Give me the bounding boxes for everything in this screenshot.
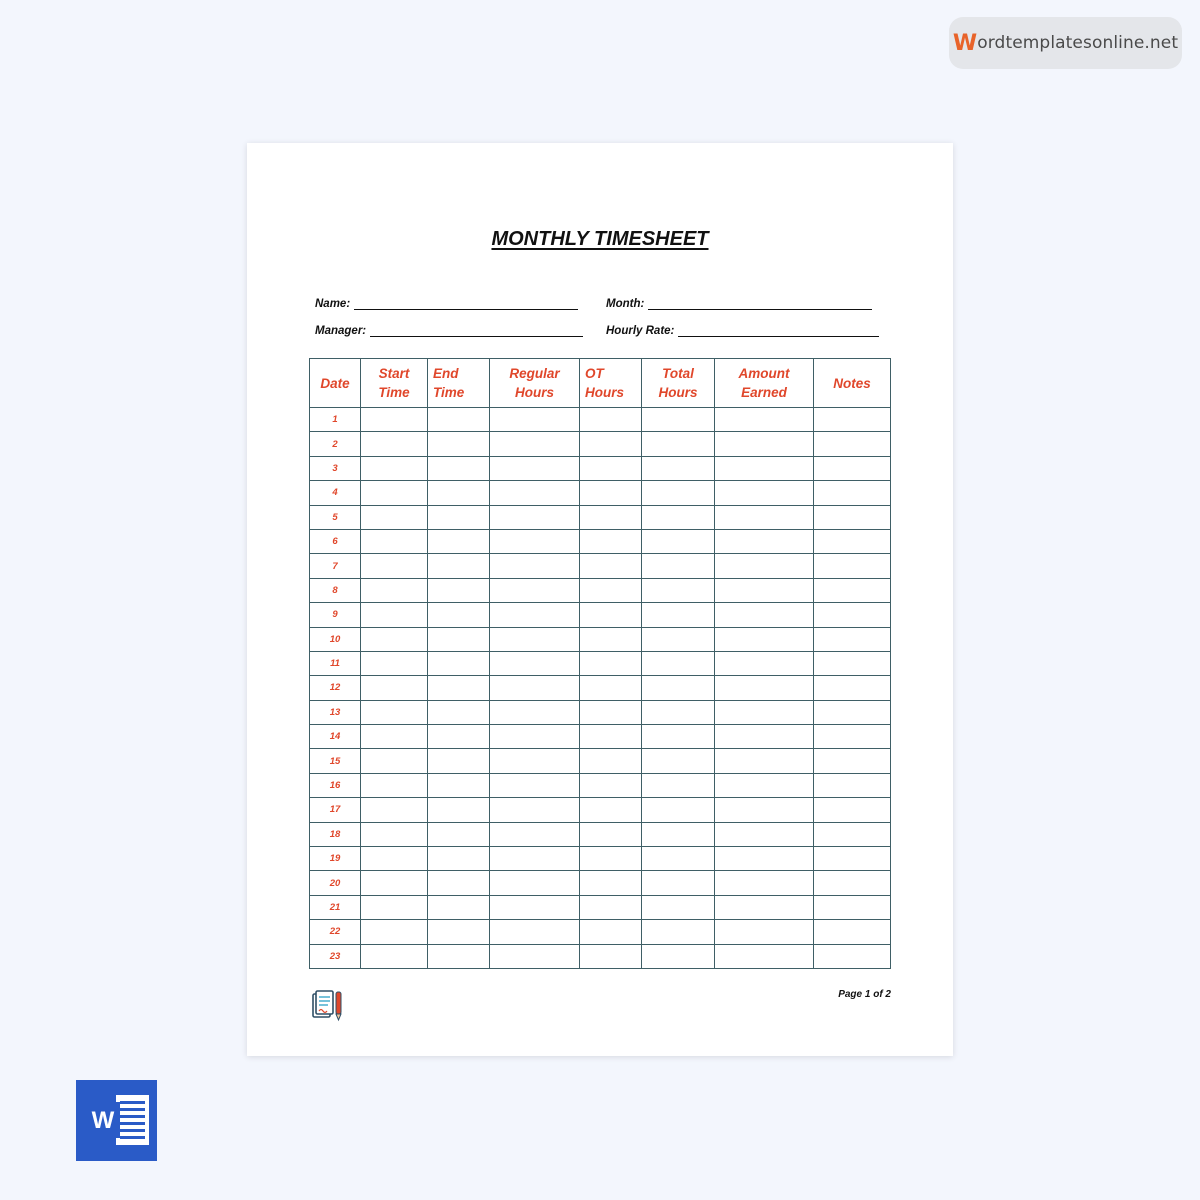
- table-cell[interactable]: [580, 871, 642, 895]
- row-date: 1: [310, 408, 361, 432]
- table-row: [310, 773, 891, 797]
- row-date: 14: [310, 725, 361, 749]
- table-cell[interactable]: [642, 651, 715, 675]
- table-cell[interactable]: [715, 944, 814, 968]
- table-cell[interactable]: [428, 676, 490, 700]
- row-date: 10: [310, 627, 361, 651]
- table-cell[interactable]: [642, 847, 715, 871]
- table-cell[interactable]: [814, 920, 891, 944]
- table-cell[interactable]: [428, 822, 490, 846]
- table-cell[interactable]: [814, 481, 891, 505]
- table-cell[interactable]: [715, 627, 814, 651]
- table-row: [310, 725, 891, 749]
- table-row: [310, 627, 891, 651]
- table-cell[interactable]: [490, 505, 580, 529]
- table-cell[interactable]: [361, 627, 428, 651]
- table-cell[interactable]: [428, 432, 490, 456]
- table-cell[interactable]: [715, 847, 814, 871]
- table-cell[interactable]: [642, 676, 715, 700]
- table-cell[interactable]: [428, 895, 490, 919]
- table-cell[interactable]: [428, 725, 490, 749]
- table-cell[interactable]: [361, 578, 428, 602]
- table-cell[interactable]: [490, 627, 580, 651]
- table-row: [310, 895, 891, 919]
- table-cell[interactable]: [642, 700, 715, 724]
- table-cell[interactable]: [715, 676, 814, 700]
- table-cell[interactable]: [715, 554, 814, 578]
- table-cell[interactable]: [490, 578, 580, 602]
- table-cell[interactable]: [642, 578, 715, 602]
- table-cell[interactable]: [715, 651, 814, 675]
- table-cell[interactable]: [361, 798, 428, 822]
- table-cell[interactable]: [814, 773, 891, 797]
- table-cell[interactable]: [580, 847, 642, 871]
- table-cell[interactable]: [814, 700, 891, 724]
- brand-name: ordtemplatesonline.net: [977, 33, 1179, 53]
- document-title: MONTHLY TIMESHEET: [491, 228, 709, 250]
- month-field: [606, 298, 872, 310]
- table-cell[interactable]: [428, 651, 490, 675]
- row-date: 8: [310, 578, 361, 602]
- table-row: [310, 432, 891, 456]
- table-row: [310, 798, 891, 822]
- table-cell[interactable]: [361, 920, 428, 944]
- table-cell[interactable]: [490, 554, 580, 578]
- brand-badge[interactable]: [949, 17, 1182, 69]
- table-cell[interactable]: [490, 920, 580, 944]
- table-cell[interactable]: [361, 749, 428, 773]
- hourly-rate-field: [606, 325, 879, 337]
- table-cell[interactable]: [642, 895, 715, 919]
- table-cell[interactable]: [580, 481, 642, 505]
- table-cell[interactable]: [715, 749, 814, 773]
- table-cell[interactable]: [814, 578, 891, 602]
- table-cell[interactable]: [428, 920, 490, 944]
- table-cell[interactable]: [642, 944, 715, 968]
- month-label: Month:: [606, 298, 645, 310]
- table-cell[interactable]: [490, 481, 580, 505]
- table-cell[interactable]: [428, 603, 490, 627]
- table-cell[interactable]: [814, 408, 891, 432]
- row-date: 17: [310, 798, 361, 822]
- row-date: 19: [310, 847, 361, 871]
- table-cell[interactable]: [814, 554, 891, 578]
- table-cell[interactable]: [580, 798, 642, 822]
- table-cell[interactable]: [642, 920, 715, 944]
- row-date: 5: [310, 505, 361, 529]
- table-cell[interactable]: [361, 725, 428, 749]
- table-cell[interactable]: [814, 847, 891, 871]
- manager-line[interactable]: [370, 326, 583, 337]
- table-row: [310, 408, 891, 432]
- table-cell[interactable]: [361, 773, 428, 797]
- brand-initial: W: [952, 30, 978, 56]
- column-header: Total Hours: [642, 359, 715, 408]
- table-cell[interactable]: [361, 944, 428, 968]
- table-cell[interactable]: [361, 505, 428, 529]
- table-cell[interactable]: [814, 676, 891, 700]
- row-date: 21: [310, 895, 361, 919]
- table-row: [310, 529, 891, 553]
- column-header: Notes: [814, 359, 891, 408]
- row-date: 7: [310, 554, 361, 578]
- table-cell[interactable]: [361, 871, 428, 895]
- table-cell[interactable]: [580, 408, 642, 432]
- row-date: 23: [310, 944, 361, 968]
- table-row: [310, 944, 891, 968]
- table-cell[interactable]: [814, 944, 891, 968]
- table-cell[interactable]: [580, 627, 642, 651]
- table-cell[interactable]: [715, 822, 814, 846]
- name-field: [315, 298, 578, 310]
- table-cell[interactable]: [715, 529, 814, 553]
- table-cell[interactable]: [580, 822, 642, 846]
- table-cell[interactable]: [428, 627, 490, 651]
- document-pen-icon: [310, 989, 344, 1023]
- table-row: [310, 700, 891, 724]
- table-cell[interactable]: [814, 651, 891, 675]
- row-date: 16: [310, 773, 361, 797]
- table-cell[interactable]: [428, 749, 490, 773]
- table-cell[interactable]: [428, 505, 490, 529]
- row-date: 4: [310, 481, 361, 505]
- table-cell[interactable]: [580, 920, 642, 944]
- table-cell[interactable]: [490, 895, 580, 919]
- table-cell[interactable]: [490, 749, 580, 773]
- row-date: 20: [310, 871, 361, 895]
- table-cell[interactable]: [361, 895, 428, 919]
- table-row: [310, 481, 891, 505]
- table-cell[interactable]: [715, 871, 814, 895]
- table-cell[interactable]: [428, 847, 490, 871]
- page-number: Page 1 of 2: [838, 989, 891, 1000]
- table-row: [310, 847, 891, 871]
- table-cell[interactable]: [490, 798, 580, 822]
- table-row: [310, 603, 891, 627]
- table-cell[interactable]: [490, 700, 580, 724]
- table-cell[interactable]: [361, 822, 428, 846]
- table-cell[interactable]: [814, 529, 891, 553]
- name-line[interactable]: [354, 299, 578, 310]
- table-cell[interactable]: [715, 773, 814, 797]
- table-cell[interactable]: [490, 456, 580, 480]
- table-cell[interactable]: [361, 676, 428, 700]
- table-cell[interactable]: [715, 408, 814, 432]
- table-cell[interactable]: [490, 773, 580, 797]
- row-date: 3: [310, 456, 361, 480]
- microsoft-word-icon[interactable]: [76, 1080, 157, 1161]
- table-cell[interactable]: [642, 481, 715, 505]
- word-letter: W: [91, 1107, 115, 1134]
- table-cell[interactable]: [428, 578, 490, 602]
- table-row: [310, 554, 891, 578]
- table-row: [310, 920, 891, 944]
- table-cell[interactable]: [715, 456, 814, 480]
- table-cell[interactable]: [642, 432, 715, 456]
- table-cell[interactable]: [715, 505, 814, 529]
- name-label: Name:: [315, 298, 351, 310]
- table-cell[interactable]: [814, 871, 891, 895]
- table-cell[interactable]: [428, 456, 490, 480]
- table-cell[interactable]: [428, 798, 490, 822]
- row-date: 13: [310, 700, 361, 724]
- table-cell[interactable]: [715, 920, 814, 944]
- table-cell[interactable]: [814, 749, 891, 773]
- table-cell[interactable]: [715, 481, 814, 505]
- table-cell[interactable]: [490, 725, 580, 749]
- table-cell[interactable]: [428, 481, 490, 505]
- table-cell[interactable]: [580, 603, 642, 627]
- table-cell[interactable]: [490, 822, 580, 846]
- table-cell[interactable]: [428, 773, 490, 797]
- table-cell[interactable]: [814, 895, 891, 919]
- table-cell[interactable]: [428, 554, 490, 578]
- table-cell[interactable]: [814, 456, 891, 480]
- table-cell[interactable]: [580, 895, 642, 919]
- column-header: OT Hours: [580, 359, 642, 408]
- table-cell[interactable]: [490, 603, 580, 627]
- table-cell[interactable]: [580, 578, 642, 602]
- column-header: Start Time: [361, 359, 428, 408]
- table-cell[interactable]: [642, 408, 715, 432]
- table-cell[interactable]: [580, 432, 642, 456]
- table-cell[interactable]: [642, 749, 715, 773]
- row-date: 18: [310, 822, 361, 846]
- table-cell[interactable]: [428, 408, 490, 432]
- table-cell[interactable]: [715, 725, 814, 749]
- month-line[interactable]: [648, 299, 872, 310]
- table-cell[interactable]: [361, 456, 428, 480]
- table-cell[interactable]: [361, 603, 428, 627]
- table-cell[interactable]: [580, 456, 642, 480]
- table-cell[interactable]: [580, 944, 642, 968]
- table-cell[interactable]: [361, 847, 428, 871]
- table-cell[interactable]: [814, 822, 891, 846]
- table-cell[interactable]: [580, 505, 642, 529]
- table-cell[interactable]: [580, 725, 642, 749]
- column-header: Date: [310, 359, 361, 408]
- row-date: 9: [310, 603, 361, 627]
- table-cell[interactable]: [361, 529, 428, 553]
- table-header-row: [310, 359, 891, 408]
- table-cell[interactable]: [428, 700, 490, 724]
- table-cell[interactable]: [361, 481, 428, 505]
- table-cell[interactable]: [642, 603, 715, 627]
- row-date: 6: [310, 529, 361, 553]
- table-cell[interactable]: [814, 432, 891, 456]
- row-date: 15: [310, 749, 361, 773]
- table-row: [310, 651, 891, 675]
- row-date: 22: [310, 920, 361, 944]
- table-cell[interactable]: [361, 408, 428, 432]
- column-header: End Time: [428, 359, 490, 408]
- table-cell[interactable]: [715, 578, 814, 602]
- document-page: [247, 143, 953, 1056]
- manager-field: [315, 325, 583, 337]
- table-cell[interactable]: [715, 432, 814, 456]
- table-cell[interactable]: [715, 700, 814, 724]
- table-cell[interactable]: [580, 749, 642, 773]
- table-cell[interactable]: [814, 505, 891, 529]
- table-row: [310, 749, 891, 773]
- table-cell[interactable]: [580, 651, 642, 675]
- table-cell[interactable]: [642, 554, 715, 578]
- table-row: [310, 676, 891, 700]
- column-header: Amount Earned: [715, 359, 814, 408]
- timesheet-table: [309, 358, 891, 969]
- manager-label: Manager:: [315, 325, 367, 337]
- table-row: [310, 871, 891, 895]
- row-date: 11: [310, 651, 361, 675]
- table-cell[interactable]: [580, 529, 642, 553]
- table-cell[interactable]: [361, 651, 428, 675]
- table-cell[interactable]: [642, 627, 715, 651]
- table-cell[interactable]: [814, 725, 891, 749]
- table-cell[interactable]: [642, 773, 715, 797]
- table-cell[interactable]: [361, 700, 428, 724]
- table-cell[interactable]: [490, 944, 580, 968]
- table-cell[interactable]: [428, 944, 490, 968]
- table-cell[interactable]: [490, 676, 580, 700]
- table-cell[interactable]: [715, 603, 814, 627]
- table-cell[interactable]: [642, 725, 715, 749]
- table-cell[interactable]: [715, 895, 814, 919]
- table-cell[interactable]: [428, 529, 490, 553]
- hourly-rate-label: Hourly Rate:: [606, 325, 675, 337]
- row-date: 12: [310, 676, 361, 700]
- table-cell[interactable]: [814, 627, 891, 651]
- table-cell[interactable]: [490, 847, 580, 871]
- table-cell[interactable]: [814, 798, 891, 822]
- table-row: [310, 578, 891, 602]
- table-cell[interactable]: [642, 798, 715, 822]
- table-cell[interactable]: [642, 505, 715, 529]
- row-date: 2: [310, 432, 361, 456]
- table-cell[interactable]: [580, 676, 642, 700]
- table-cell[interactable]: [642, 871, 715, 895]
- table-cell[interactable]: [580, 773, 642, 797]
- table-cell[interactable]: [814, 603, 891, 627]
- table-row: [310, 505, 891, 529]
- table-cell[interactable]: [490, 871, 580, 895]
- column-header: Regular Hours: [490, 359, 580, 408]
- table-cell[interactable]: [361, 432, 428, 456]
- table-cell[interactable]: [642, 456, 715, 480]
- table-cell[interactable]: [428, 871, 490, 895]
- table-row: [310, 456, 891, 480]
- table-cell[interactable]: [580, 700, 642, 724]
- table-cell[interactable]: [490, 432, 580, 456]
- table-row: [310, 822, 891, 846]
- hourly-rate-line[interactable]: [678, 326, 879, 337]
- table-cell[interactable]: [580, 554, 642, 578]
- table-cell[interactable]: [715, 798, 814, 822]
- table-cell[interactable]: [642, 529, 715, 553]
- table-cell[interactable]: [642, 822, 715, 846]
- table-cell[interactable]: [361, 554, 428, 578]
- table-cell[interactable]: [490, 651, 580, 675]
- table-cell[interactable]: [490, 408, 580, 432]
- table-cell[interactable]: [490, 529, 580, 553]
